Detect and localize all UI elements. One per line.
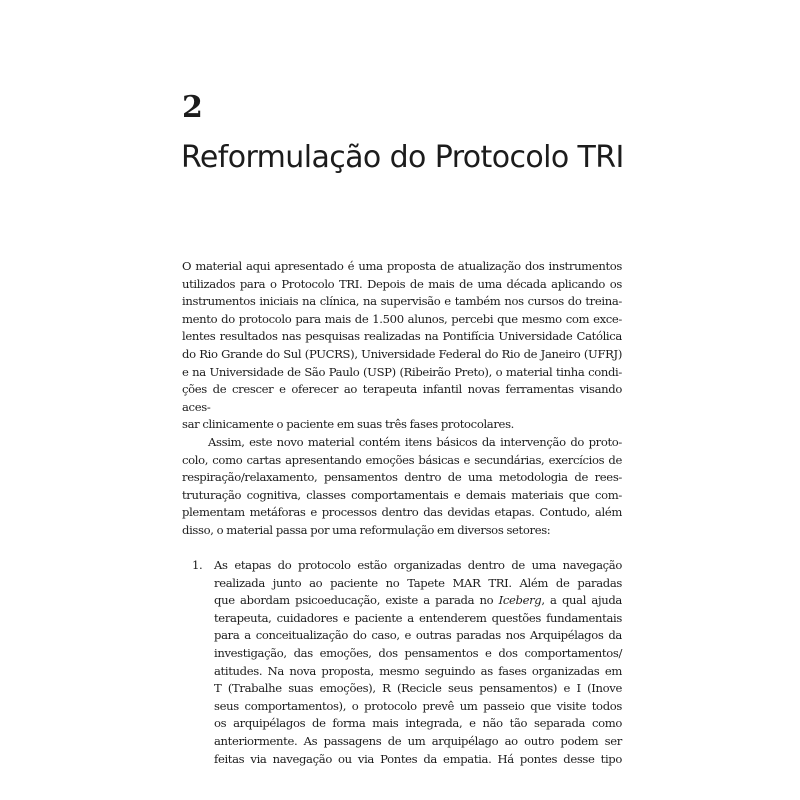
list-item-text: que abordam psicoeducação, existe a parada no [214,593,499,608]
paragraph-line: ções de crescer e oferecer ao terapeuta infantil novas ferramentas visando aces- [182,382,622,414]
list-item-line: feitas via navegação ou via Pontes da empatia. Há pontes desse tipo [214,751,622,766]
list-item-line: para a conceitualização do caso, e outras paradas nos Arquipélagos da [214,628,622,643]
list-item-line: investigação, das emoções, dos pensamentos e dos comportamentos/ [214,646,622,661]
paragraph-intro [182,258,622,434]
chapter-body [182,258,622,768]
list-item-line-with-italic [214,592,622,610]
paragraph-line: instrumentos iniciais na clínica, na supervisão e também nos cursos do treina- [182,294,622,309]
list-item-line: anteriormente. As passagens de um arquipélago ao outro podem ser [214,734,622,749]
paragraph-line: lentes resultados nas pesquisas realizadas na Pontifícia Universidade Católica [182,329,622,344]
chapter-number: 2 [182,90,203,125]
list-marker: 1. [192,558,203,573]
list-item-text: , a qual ajuda [541,593,622,608]
list-item-line: terapeuta, cuidadores e paciente a entenderem questões fundamentais [214,610,622,625]
list-item-line: atitudes. Na nova proposta, mesmo seguindo as fases organizadas em [214,663,622,678]
paragraph-line: disso, o material passa por uma reformulação em diversos setores: [182,522,551,537]
paragraph-line: truturação cognitiva, classes comportamentais e demais materiais que com- [182,487,622,502]
paragraph-line: do Rio Grande do Sul (PUCRS), Universidade Federal do Rio de Janeiro (UFRJ) [182,346,622,361]
list-item-line: seus comportamentos), o protocolo prevê um passeio que visite todos [214,698,622,713]
chapter-title: Reformulação do Protocolo TRI [181,140,624,175]
paragraph-line: sar clinicamente o paciente em suas três fases protocolares. [182,417,515,432]
paragraph-line: plementam metáforas e processos dentro das devidas etapas. Contudo, além [182,505,622,520]
list-item [182,557,622,768]
paragraph-line: O material aqui apresentado é uma proposta de atualização dos instrumentos [182,259,622,273]
paragraph-line: utilizados para o Protocolo TRI. Depois de mais de uma década aplicando os [182,276,622,291]
paragraph-line: Assim, este novo material contém itens básicos da intervenção do proto- [208,434,622,449]
paragraph-material [182,434,622,540]
numbered-list [182,557,622,768]
paragraph-line: e na Universidade de São Paulo (USP) (Ribeirão Preto), o material tinha condi- [182,364,622,379]
iceberg-term: Iceberg [498,593,542,608]
paragraph-line: respiração/relaxamento, pensamentos dentro de uma metodologia de rees- [182,470,622,485]
list-item-line: As etapas do protocolo estão organizadas dentro de uma navegação [214,558,622,573]
paragraph-line: mento do protocolo para mais de 1.500 alunos, percebi que mesmo com exce- [182,311,622,326]
list-item-line: T (Trabalhe suas emoções), R (Recicle seus pensamentos) e I (Inove [214,681,622,696]
list-item-line: os arquipélagos de forma mais integrada, e não tão separada como [214,716,622,731]
paragraph-line: colo, como cartas apresentando emoções básicas e secundárias, exercícios de [182,452,622,467]
list-item-line: realizada junto ao paciente no Tapete MAR TRI. Além de paradas [214,575,622,590]
